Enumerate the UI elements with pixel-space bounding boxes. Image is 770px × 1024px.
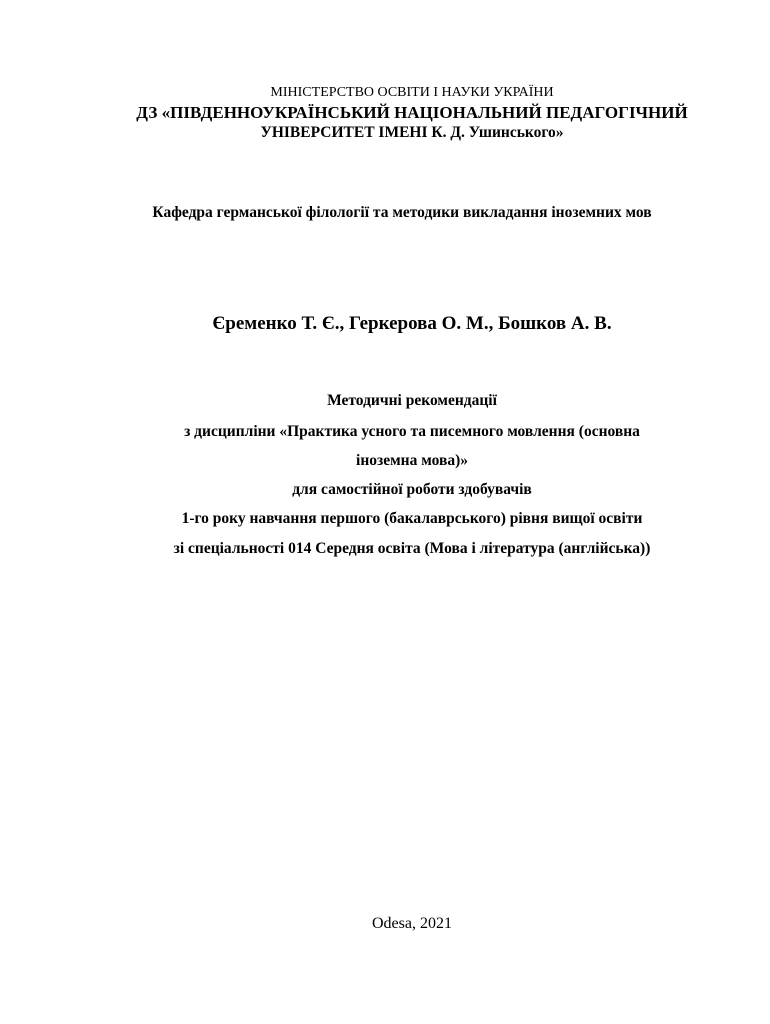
discipline-line-2: іноземна мова)» (356, 452, 468, 469)
discipline-line-1: з дисципліни «Практика усного та писемного мовлення (основна (184, 423, 640, 440)
authors: Єременко Т. Є., Геркерова О. М., Бошков А. В. (212, 313, 612, 334)
ministry-heading: МІНІСТЕРСТВО ОСВІТИ І НАУКИ УКРАЇНИ (270, 85, 554, 100)
university-name-line-1: ДЗ «ПІВДЕННОУКРАЇНСЬКИЙ НАЦІОНАЛЬНИЙ ПЕДАГОГІЧНИЙ (136, 103, 688, 122)
place-and-year: Odesa, 2021 (372, 915, 452, 932)
university-name-line-2: УНІВЕРСИТЕТ ІМЕНІ К. Д. Ушинського» (260, 124, 564, 141)
study-level-line: 1-го року навчання першого (бакалаврського) рівня вищої освіти (181, 510, 643, 527)
specialty-line: зі спеціальності 014 Середня освіта (Мова і література (англійська)) (173, 540, 651, 557)
audience-line: для самостійної роботи здобувачів (292, 481, 532, 498)
document-type: Методичні рекомендації (327, 392, 497, 409)
department-name: Кафедра германської філології та методики викладання іноземних мов (152, 204, 652, 221)
